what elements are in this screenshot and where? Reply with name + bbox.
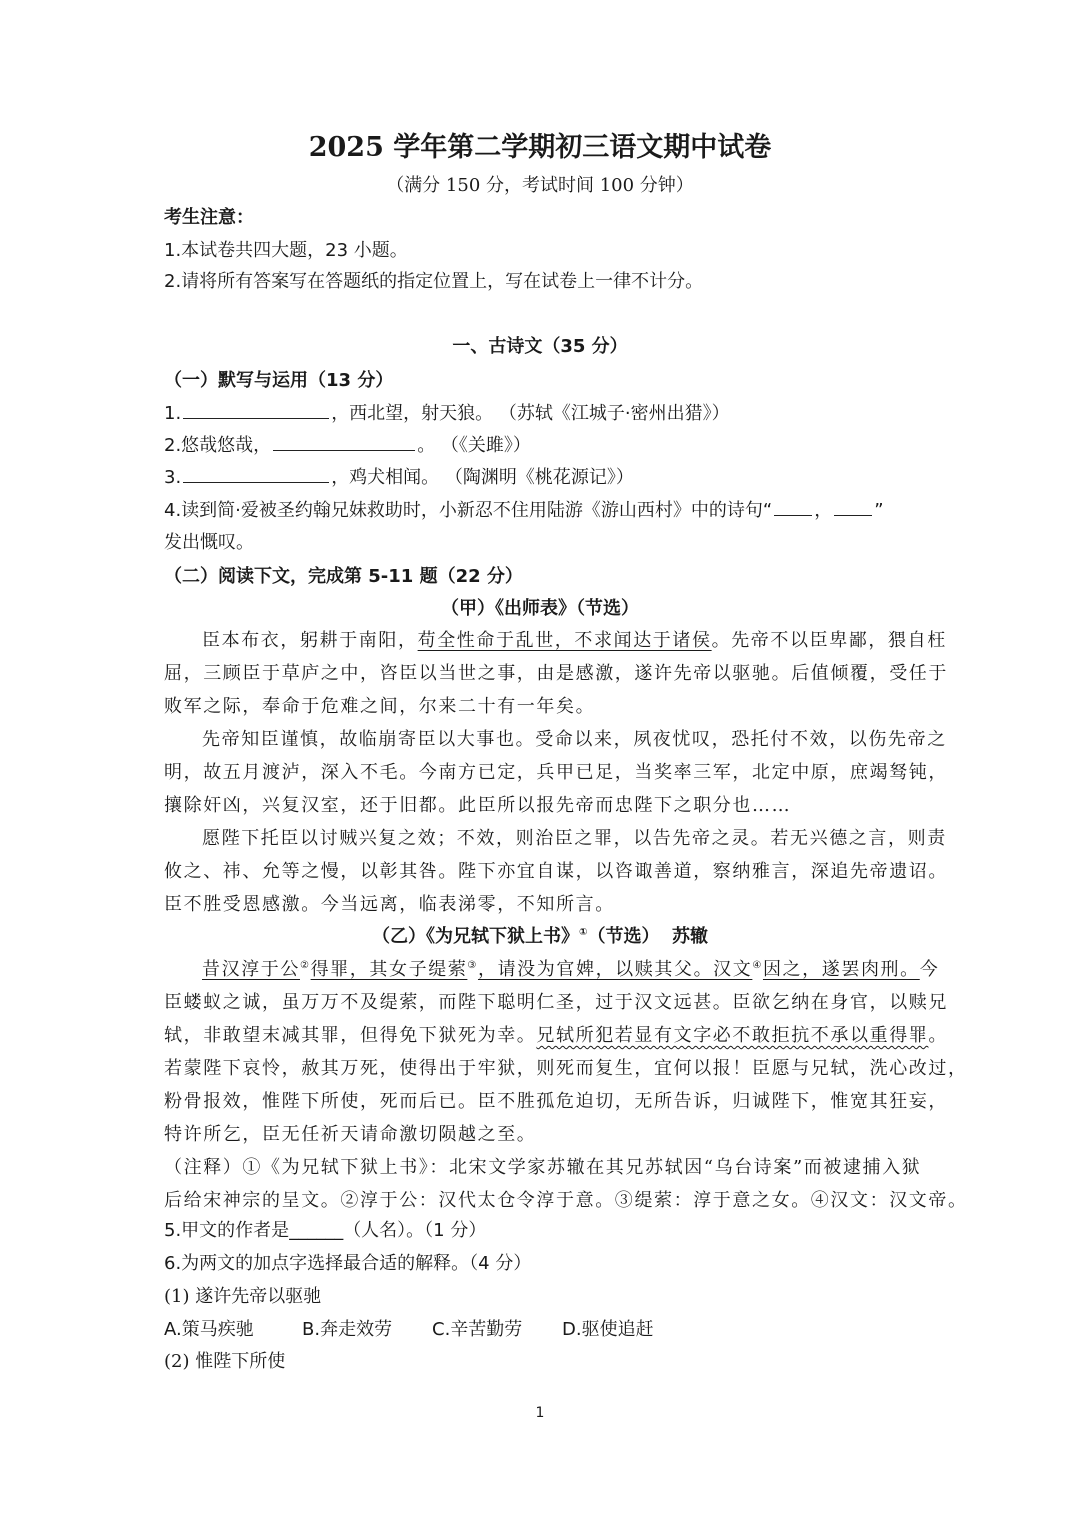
answer-blank[interactable] (273, 432, 415, 451)
passage-line: 若蒙陛下哀怜，赦其万死，使得出于牢狱，则死而复生，宜何以报！臣愿与兄轼，洗心改过， (164, 1058, 968, 1079)
passage-line: 败军之际，奉命于危难之间，尔来二十有一年矣。 (164, 696, 596, 717)
passage-line: 臣本布衣，躬耕于南阳，苟全性命于乱世，不求闻达于诸侯。先帝不以臣卑鄙，猥自枉 (202, 630, 947, 651)
part-title: （一）默写与运用（13 分） (164, 370, 394, 391)
annotation: （注释）①《为兄轼下狱上书》：北宋文学家苏辙在其兄苏轼因“乌台诗案”而被逮捕入狱 (164, 1157, 922, 1178)
question-6-1: (1) 遂许先帝以驱驰 (164, 1286, 322, 1307)
option[interactable]: B.奔走效劳 (302, 1319, 393, 1340)
exam-subtitle: （满分 150 分，考试时间 100 分钟） (386, 175, 694, 196)
notice-item: 1.本试卷共四大题，23 小题。 (164, 240, 408, 261)
answer-blank[interactable] (774, 497, 812, 516)
question-3: 3. ，鸡犬相闻。 （陶渊明《桃花源记》） (164, 464, 634, 491)
passage-line: 轼，非敢望末减其罪，但得免下狱死为幸。兄轼所犯若显有文字必不敢拒抗不承以重得罪。 (164, 1025, 949, 1046)
question-5: 5.甲文的作者是______（人名）。（1 分） (164, 1220, 487, 1241)
answer-blank[interactable]: ______ (289, 1220, 344, 1241)
question-2: 2.悠哉悠哉， 。 （《关雎》） (164, 432, 531, 459)
passage-b-title: （乙）《为兄轼下狱上书》①（节选） 苏辙 (371, 926, 708, 947)
passage-a-title: （甲）《出师表》（节选） (441, 598, 639, 619)
answer-blank[interactable] (183, 464, 329, 483)
passage-line: 明，故五月渡泸，深入不毛。今南方已定，兵甲已足，当奖率三军，北定中原，庶竭驽钝， (164, 762, 948, 783)
passage-line: 攘除奸凶，兴复汉室，还于旧都。此臣所以报先帝而忠陛下之职分也…… (164, 795, 792, 816)
question-4: 4.读到简·爱被圣约翰兄妹救助时，小新忍不住用陆游《游山西村》中的诗句“ ， ” (164, 497, 884, 524)
passage-line: 攸之、祎、允等之慢，以彰其咎。陛下亦宜自谋，以咨诹善道，察纳雅言，深追先帝遗诏。 (164, 861, 948, 882)
passage-line: 先帝知臣谨慎，故临崩寄臣以大事也。受命以来，夙夜忧叹，恐托付不效，以伤先帝之 (202, 729, 947, 750)
answer-blank[interactable] (834, 497, 872, 516)
answer-blank[interactable] (183, 400, 329, 419)
question-4-cont: 发出慨叹。 (164, 532, 254, 553)
passage-line: 臣不胜受恩感激。今当远离，临表涕零，不知所言。 (164, 894, 615, 915)
passage-line: 屈，三顾臣于草庐之中，咨臣以当世之事，由是感激，遂许先帝以驱驰。后值倾覆，受任于 (164, 663, 948, 684)
option[interactable]: C.辛苦勤劳 (432, 1319, 523, 1340)
question-6: 6.为两文的加点字选择最合适的解释。（4 分） (164, 1253, 532, 1274)
passage-line: 粉骨报效，惟陛下所使，死而后已。臣不胜孤危迫切，无所告诉，归诚陛下，惟宽其狂妄， (164, 1091, 948, 1112)
passage-line: 愿陛下托臣以讨贼兴复之效；不效，则治臣之罪，以告先帝之灵。若无兴德之言，则责 (202, 828, 947, 849)
question-6-2: (2) 惟陛下所使 (164, 1351, 286, 1372)
passage-line: 特许所乞，臣无任祈天请命激切陨越之至。 (164, 1124, 537, 1145)
notice-heading: 考生注意： (164, 207, 254, 228)
page-title: 2025 学年第二学期初三语文期中试卷 (308, 132, 772, 163)
section-title: 一、古诗文（35 分） (452, 336, 628, 357)
notice-item: 2.请将所有答案写在答题纸的指定位置上，写在试卷上一律不计分。 (164, 271, 704, 292)
option[interactable]: A.策马疾驰 (164, 1319, 254, 1340)
passage-line: 臣蝼蚁之诚，虽万万不及缇萦，而陛下聪明仁圣，过于汉文远甚。臣欲乞纳在身官，以赎兄 (164, 992, 948, 1013)
option[interactable]: D.驱使追赶 (562, 1319, 654, 1340)
page-number: 1 (535, 1405, 545, 1421)
part-title: （二）阅读下文，完成第 5-11 题（22 分） (164, 566, 523, 587)
passage-line: 昔汉淳于公②得罪，其女子缇萦③，请没为官婢，以赎其父。汉文④因之，遂罢肉刑。今 (202, 959, 940, 980)
question-1: 1. ，西北望，射天狼。 （苏轼《江城子·密州出猎》） (164, 400, 730, 427)
annotation: 后给宋神宗的呈文。②淳于公：汉代太仓令淳于意。③缇萦：淳于意之女。④汉文：汉文帝。 (164, 1190, 968, 1211)
